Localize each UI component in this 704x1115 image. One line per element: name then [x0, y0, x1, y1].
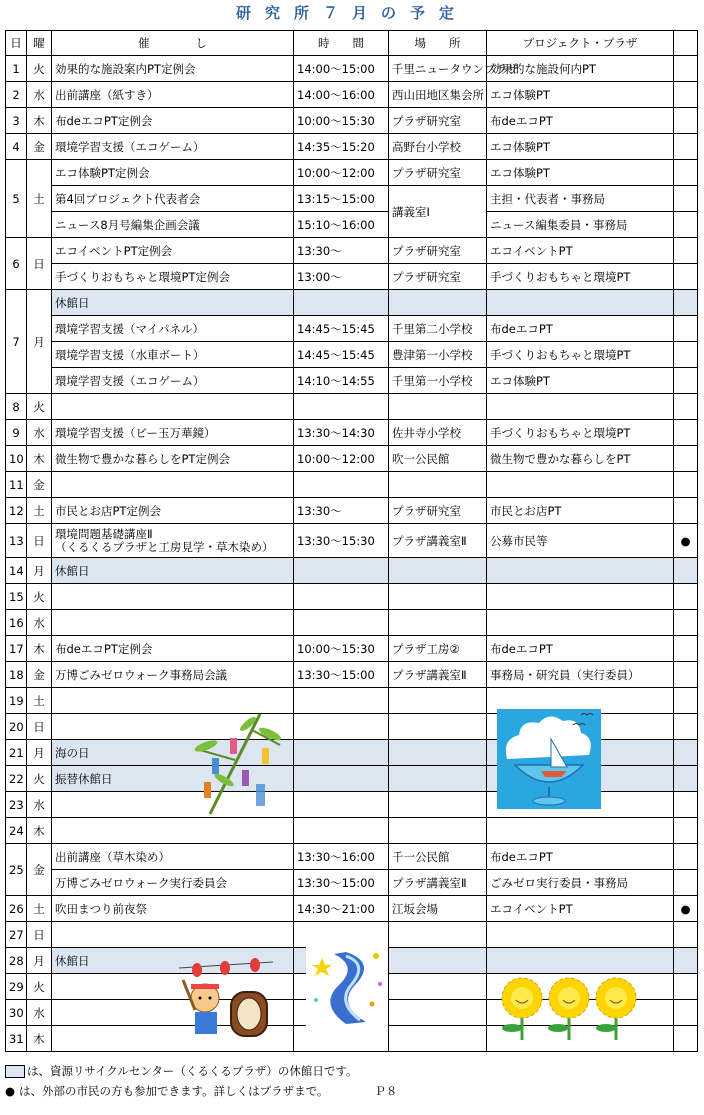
participation-mark: ● — [674, 524, 698, 558]
sailboat-cloud-icon — [497, 709, 601, 809]
table-row — [6, 818, 698, 844]
table-row — [6, 160, 698, 186]
header-time: 時 間 — [294, 31, 389, 56]
event-project — [487, 472, 674, 498]
event-place: 講義室Ⅰ — [389, 186, 487, 238]
weekday: 日 — [27, 524, 52, 558]
participation-mark — [674, 662, 698, 688]
day-number: 13 — [6, 524, 27, 558]
event-project: 効果的な施設何内PT — [487, 56, 674, 82]
weekday: 水 — [27, 82, 52, 108]
event-place — [389, 766, 487, 792]
event-project: 公募市民等 — [487, 524, 674, 558]
table-row — [6, 108, 698, 134]
event-name: ニュース8月号編集企画会議 — [52, 212, 294, 238]
event-place: プラザ講義室Ⅱ — [389, 524, 487, 558]
event-place — [389, 472, 487, 498]
event-place — [389, 740, 487, 766]
table-row — [6, 636, 698, 662]
weekday: 火 — [27, 56, 52, 82]
participation-mark — [674, 636, 698, 662]
event-place: プラザ研究室 — [389, 238, 487, 264]
event-time: 14:35～15:20 — [294, 134, 389, 160]
event-project: 手づくりおもちゃと環境PT — [487, 342, 674, 368]
participation-mark — [674, 368, 698, 394]
day-number: 24 — [6, 818, 27, 844]
weekday: 火 — [27, 766, 52, 792]
participation-mark — [674, 714, 698, 740]
participation-mark — [674, 108, 698, 134]
day-number: 3 — [6, 108, 27, 134]
day-number: 1 — [6, 56, 27, 82]
closed-swatch — [5, 1065, 25, 1078]
event-project: 手づくりおもちゃと環境PT — [487, 420, 674, 446]
table-row — [6, 290, 698, 316]
day-number: 18 — [6, 662, 27, 688]
table-row — [6, 498, 698, 524]
event-name: 環境学習支援（エコゲーム） — [52, 134, 294, 160]
day-number: 14 — [6, 558, 27, 584]
legend-closed — [5, 1063, 358, 1079]
event-time — [294, 792, 389, 818]
table-row — [6, 134, 698, 160]
header-day: 日 — [6, 31, 27, 56]
participation-mark — [674, 870, 698, 896]
weekday: 木 — [27, 1026, 52, 1052]
participation-mark — [674, 740, 698, 766]
day-number: 19 — [6, 688, 27, 714]
event-place: プラザ研究室 — [389, 108, 487, 134]
event-time: 15:10～16:00 — [294, 212, 389, 238]
table-row — [6, 82, 698, 108]
table-row — [6, 446, 698, 472]
day-number: 20 — [6, 714, 27, 740]
event-place — [389, 584, 487, 610]
event-place: 千里第二小学校 — [389, 316, 487, 342]
event-place — [389, 290, 487, 316]
participation-mark — [674, 160, 698, 186]
participation-mark — [674, 818, 698, 844]
event-name: エコイベントPT定例会 — [52, 238, 294, 264]
event-place — [389, 394, 487, 420]
event-name: 布deエコPT定例会 — [52, 108, 294, 134]
event-name — [52, 922, 294, 948]
header-weekday: 曜 — [27, 31, 52, 56]
tanabata-bamboo-icon — [190, 710, 288, 816]
day-number: 30 — [6, 1000, 27, 1026]
table-row — [6, 316, 698, 342]
weekday: 金 — [27, 844, 52, 896]
table-row — [6, 524, 698, 558]
event-time — [294, 818, 389, 844]
participation-mark — [674, 290, 698, 316]
participation-mark — [674, 316, 698, 342]
weekday: 火 — [27, 394, 52, 420]
table-row — [6, 662, 698, 688]
event-project: 手づくりおもちゃと環境PT — [487, 264, 674, 290]
event-name: 環境学習支援（エコゲーム） — [52, 368, 294, 394]
event-time: 13:15～15:00 — [294, 186, 389, 212]
day-number: 31 — [6, 1026, 27, 1052]
participation-mark — [674, 558, 698, 584]
day-number: 11 — [6, 472, 27, 498]
table-row — [6, 610, 698, 636]
event-time — [294, 740, 389, 766]
participation-mark — [674, 1000, 698, 1026]
event-place: プラザ研究室 — [389, 160, 487, 186]
event-name: 市民とお店PT定例会 — [52, 498, 294, 524]
participation-mark — [674, 948, 698, 974]
table-row — [6, 394, 698, 420]
event-project: 布deエコPT — [487, 844, 674, 870]
event-project — [487, 290, 674, 316]
event-time: 10:00～15:30 — [294, 636, 389, 662]
event-time — [294, 766, 389, 792]
table-row — [6, 264, 698, 290]
event-project: エコ体験PT — [487, 368, 674, 394]
participation-mark — [674, 186, 698, 212]
event-time: 13:30～15:00 — [294, 870, 389, 896]
weekday: 水 — [27, 1000, 52, 1026]
event-name-line1: 環境問題基礎講座Ⅱ — [55, 526, 153, 541]
event-time — [294, 714, 389, 740]
participation-mark — [674, 584, 698, 610]
event-time: 14:45～15:45 — [294, 316, 389, 342]
participation-mark — [674, 394, 698, 420]
participation-mark — [674, 342, 698, 368]
event-name-line2: （くるくるプラザと工房見学・草木染め） — [55, 539, 274, 554]
weekday: 月 — [27, 558, 52, 584]
event-time: 14:45～15:45 — [294, 342, 389, 368]
event-name — [52, 472, 294, 498]
day-number: 2 — [6, 82, 27, 108]
event-place: 佐井寺小学校 — [389, 420, 487, 446]
weekday: 火 — [27, 974, 52, 1000]
event-name: エコ体験PT定例会 — [52, 160, 294, 186]
event-project — [487, 948, 674, 974]
event-project: ニュース編集委員・事務局 — [487, 212, 674, 238]
event-time — [294, 394, 389, 420]
table-row — [6, 368, 698, 394]
day-number: 27 — [6, 922, 27, 948]
event-name: 環境学習支援（水車ボート） — [52, 342, 294, 368]
event-place: プラザ講義室Ⅱ — [389, 870, 487, 896]
participation-mark — [674, 82, 698, 108]
event-time — [294, 584, 389, 610]
day-number: 29 — [6, 974, 27, 1000]
legend-dot-text: は、外部の市民の方も参加できます。詳しくはプラザまで。 — [19, 1084, 329, 1098]
day-number: 5 — [6, 160, 27, 238]
table-row — [6, 584, 698, 610]
day-number: 23 — [6, 792, 27, 818]
table-row — [6, 186, 698, 212]
event-project: 市民とお店PT — [487, 498, 674, 524]
event-project: エコイベントPT — [487, 896, 674, 922]
table-row — [6, 420, 698, 446]
event-place — [389, 1000, 487, 1026]
weekday: 日 — [27, 922, 52, 948]
event-time: 13:30～ — [294, 238, 389, 264]
weekday: 月 — [27, 290, 52, 394]
weekday: 日 — [27, 238, 52, 290]
participation-mark — [674, 610, 698, 636]
event-place: プラザ講義室Ⅱ — [389, 662, 487, 688]
event-name: 環境学習支援（ビー玉万華鏡） — [52, 420, 294, 446]
event-place: 千里ニュータウンプラザ — [389, 56, 487, 82]
day-number: 7 — [6, 290, 27, 394]
star-river-icon — [306, 944, 388, 1026]
event-place — [389, 1026, 487, 1052]
event-time — [294, 558, 389, 584]
day-number: 17 — [6, 636, 27, 662]
table-row — [6, 870, 698, 896]
event-time — [294, 472, 389, 498]
event-name: 出前講座（紙すき） — [52, 82, 294, 108]
weekday: 火 — [27, 584, 52, 610]
event-time: 13:30～15:00 — [294, 662, 389, 688]
event-project — [487, 610, 674, 636]
event-name — [52, 584, 294, 610]
event-name: 布deエコPT定例会 — [52, 636, 294, 662]
event-time — [294, 688, 389, 714]
event-place: 豊津第一小学校 — [389, 342, 487, 368]
participation-mark: ● — [674, 896, 698, 922]
event-place: 千里第一小学校 — [389, 368, 487, 394]
day-number: 8 — [6, 394, 27, 420]
participation-mark — [674, 922, 698, 948]
participation-mark — [674, 688, 698, 714]
table-row — [6, 56, 698, 82]
header-event: 催 し — [52, 31, 294, 56]
event-place — [389, 610, 487, 636]
weekday: 土 — [27, 160, 52, 238]
event-time: 14:10～14:55 — [294, 368, 389, 394]
event-time: 14:00～16:00 — [294, 82, 389, 108]
event-name: 微生物で豊かな暮らしをPT定例会 — [52, 446, 294, 472]
event-name: 休館日 — [52, 290, 294, 316]
legend-dot — [5, 1083, 397, 1099]
event-project: エコイベントPT — [487, 238, 674, 264]
event-name — [52, 610, 294, 636]
legend-closed-text: は、資源リサイクルセンター（くるくるプラザ）の休館日です。 — [27, 1064, 358, 1078]
weekday: 月 — [27, 740, 52, 766]
table-row — [6, 844, 698, 870]
event-time — [294, 290, 389, 316]
event-place — [389, 558, 487, 584]
event-name: 休館日 — [52, 948, 294, 974]
participation-mark — [674, 134, 698, 160]
event-project: エコ体験PT — [487, 134, 674, 160]
event-time: 13:30～ — [294, 498, 389, 524]
weekday: 日 — [27, 714, 52, 740]
event-project: 主担・代表者・事務局 — [487, 186, 674, 212]
event-name: 万博ごみゼロウォーク実行委員会 — [52, 870, 294, 896]
event-project — [487, 922, 674, 948]
participation-mark — [674, 472, 698, 498]
event-name: 海の日 — [52, 740, 294, 766]
weekday: 土 — [27, 688, 52, 714]
event-name: 第4回プロジェクト代表者会 — [52, 186, 294, 212]
event-name — [52, 524, 294, 558]
participation-mark — [674, 974, 698, 1000]
event-project: 事務局・研究員（実行委員） — [487, 662, 674, 688]
participation-mark — [674, 264, 698, 290]
event-time — [294, 610, 389, 636]
weekday: 木 — [27, 818, 52, 844]
event-place — [389, 974, 487, 1000]
event-project — [487, 584, 674, 610]
day-number: 10 — [6, 446, 27, 472]
participation-mark — [674, 212, 698, 238]
event-project: 布deエコPT — [487, 316, 674, 342]
weekday: 土 — [27, 498, 52, 524]
event-project: エコ体験PT — [487, 160, 674, 186]
event-place: 西山田地区集会所 — [389, 82, 487, 108]
event-time: 10:00～12:00 — [294, 446, 389, 472]
weekday: 木 — [27, 446, 52, 472]
festival-drum-boy-icon — [175, 958, 277, 1046]
event-place: 千一公民館 — [389, 844, 487, 870]
table-row — [6, 472, 698, 498]
weekday: 金 — [27, 134, 52, 160]
day-number: 25 — [6, 844, 27, 896]
participation-mark — [674, 420, 698, 446]
day-number: 15 — [6, 584, 27, 610]
event-name: 手づくりおもちゃと環境PT定例会 — [52, 264, 294, 290]
table-row — [6, 896, 698, 922]
event-time: 14:30～21:00 — [294, 896, 389, 922]
header-mark — [674, 31, 698, 56]
event-place: プラザ研究室 — [389, 264, 487, 290]
header-project: プロジェクト・プラザ — [487, 31, 674, 56]
participation-mark — [674, 766, 698, 792]
event-project — [487, 394, 674, 420]
event-project — [487, 818, 674, 844]
event-place — [389, 922, 487, 948]
day-number: 9 — [6, 420, 27, 446]
event-place: 吹一公民館 — [389, 446, 487, 472]
weekday: 水 — [27, 420, 52, 446]
event-name: 振替休館日 — [52, 766, 294, 792]
weekday: 土 — [27, 896, 52, 922]
weekday: 木 — [27, 636, 52, 662]
event-place — [389, 688, 487, 714]
schedule-table — [5, 30, 698, 1052]
event-place: 高野台小学校 — [389, 134, 487, 160]
event-place — [389, 948, 487, 974]
event-place — [389, 792, 487, 818]
header-place: 場 所 — [389, 31, 487, 56]
event-place: 江坂会場 — [389, 896, 487, 922]
event-place — [389, 818, 487, 844]
day-number: 28 — [6, 948, 27, 974]
dot-icon: ● — [5, 1084, 16, 1098]
event-name — [52, 818, 294, 844]
page-number: Ｐ８ — [374, 1084, 398, 1098]
participation-mark — [674, 56, 698, 82]
sunflowers-icon — [498, 976, 640, 1040]
event-name — [52, 394, 294, 420]
event-time: 13:00～ — [294, 264, 389, 290]
participation-mark — [674, 844, 698, 870]
participation-mark — [674, 1026, 698, 1052]
day-number: 26 — [6, 896, 27, 922]
event-project: ごみゼロ実行委員・事務局 — [487, 870, 674, 896]
event-project: エコ体験PT — [487, 82, 674, 108]
event-name: 万博ごみゼロウォーク事務局会議 — [52, 662, 294, 688]
event-place: プラザ工房② — [389, 636, 487, 662]
event-time: 14:00～15:00 — [294, 56, 389, 82]
header-row — [6, 31, 698, 56]
weekday: 水 — [27, 792, 52, 818]
day-number: 4 — [6, 134, 27, 160]
table-row — [6, 238, 698, 264]
participation-mark — [674, 238, 698, 264]
weekday: 金 — [27, 662, 52, 688]
event-place — [389, 714, 487, 740]
event-time: 13:30～15:30 — [294, 524, 389, 558]
day-number: 21 — [6, 740, 27, 766]
weekday: 月 — [27, 948, 52, 974]
participation-mark — [674, 446, 698, 472]
event-time: 10:00～12:00 — [294, 160, 389, 186]
day-number: 6 — [6, 238, 27, 290]
table-row — [6, 558, 698, 584]
weekday: 金 — [27, 472, 52, 498]
event-name: 効果的な施設案内PT定例会 — [52, 56, 294, 82]
event-time: 13:30～14:30 — [294, 420, 389, 446]
weekday: 水 — [27, 610, 52, 636]
day-number: 16 — [6, 610, 27, 636]
event-time: 10:00～15:30 — [294, 108, 389, 134]
event-name: 出前講座（草木染め） — [52, 844, 294, 870]
event-name: 環境学習支援（マイパネル） — [52, 316, 294, 342]
event-project: 布deエコPT — [487, 636, 674, 662]
event-name: 吹田まつり前夜祭 — [52, 896, 294, 922]
weekday: 木 — [27, 108, 52, 134]
event-place: プラザ研究室 — [389, 498, 487, 524]
day-number: 22 — [6, 766, 27, 792]
event-project: 布deエコPT — [487, 108, 674, 134]
event-project — [487, 558, 674, 584]
page-title: 研究所７月の予定 — [235, 4, 468, 22]
participation-mark — [674, 792, 698, 818]
event-time — [294, 1026, 389, 1052]
table-row — [6, 212, 698, 238]
event-time: 13:30～16:00 — [294, 844, 389, 870]
table-row — [6, 342, 698, 368]
event-name: 休館日 — [52, 558, 294, 584]
event-project: 微生物で豊かな暮らしをPT — [487, 446, 674, 472]
day-number: 12 — [6, 498, 27, 524]
participation-mark — [674, 498, 698, 524]
